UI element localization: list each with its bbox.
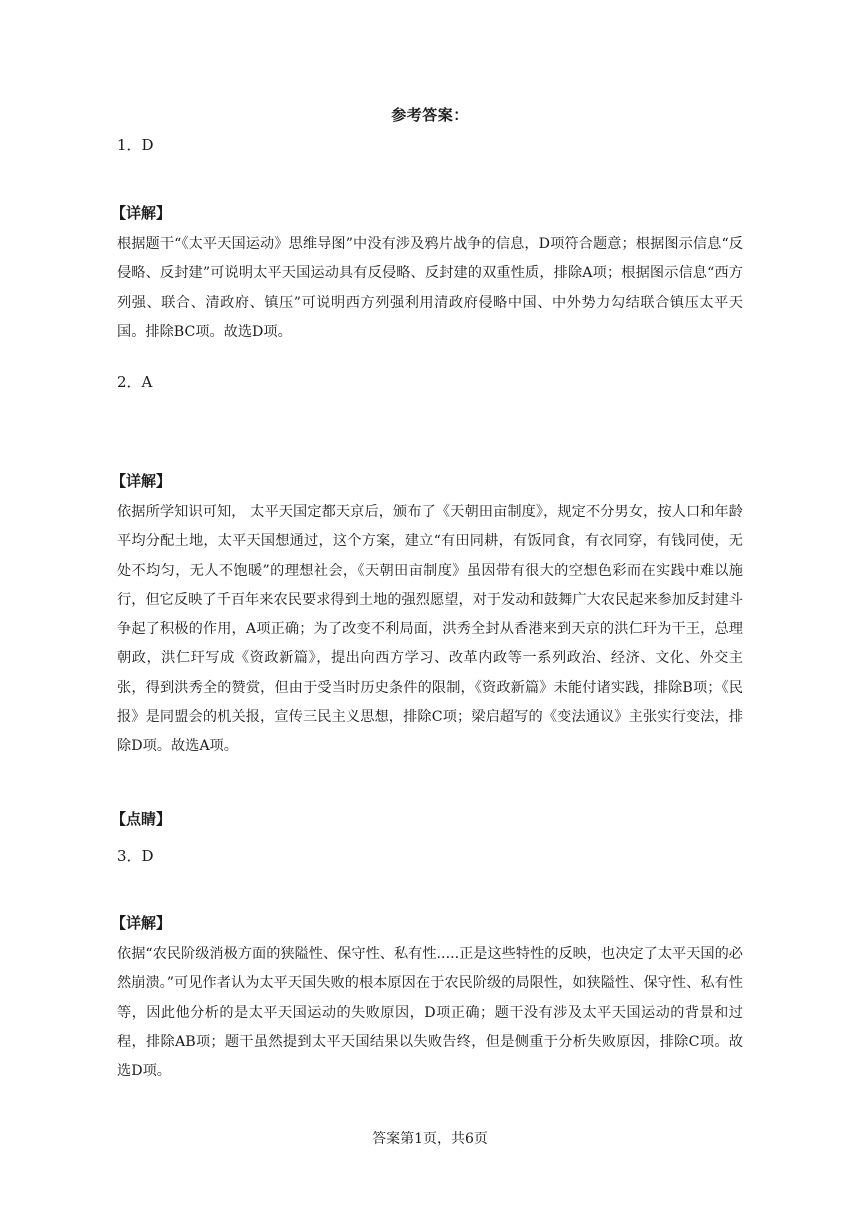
answer-1-detail-heading: 【详解】 — [111, 204, 172, 222]
answer-2-detail-text: 依据所学知识可知， 太平天国定都天京后，颁布了《天朝田亩制度》，规定不分男女，按人口和年龄平均分配土地，太平天国想通过，这个方案，建立“有田同耕，有饭同食，有衣同穿，有钱同使，无处不均匀，无人不饱暖”的理想社会，《天朝田亩制度》虽因带有很大的空想色彩而在实践中难以施行，但它反映了千百年来农民要求得到土地的强烈愿望，对于发动和鼓舞广大农民起来参加反封建斗争起了积极的作用，A项正确；为了改变不利局面，洪秀全封从香港来到天京的洪仁玕为干王，总理朝政，洪仁玕写成《资政新篇》，提出向西方学习、改革内政等一系列政治、经济、文化、外交主张，得到洪秀全的赞赏，但由于受当时历史条件的限制，《资政新篇》未能付诸实践，排除B项；《民报》是同盟会的机关报，宣传三民主义思想，排除C项；梁启超写的《变法通议》主张实行变法，排除D项。故选A项。 — [117, 504, 743, 755]
answer-2-comment-heading: 【点睛】 — [111, 810, 172, 828]
answer-3-label: 3．D — [117, 847, 154, 865]
answer-3-detail-heading: 【详解】 — [111, 914, 172, 932]
answer-2-detail-heading: 【详解】 — [111, 472, 172, 490]
answer-2-label: 2．A — [117, 373, 153, 391]
page-footer: 答案第1页，共6页 — [372, 1131, 488, 1147]
page-title: 参考答案： — [391, 106, 469, 124]
answer-1-detail-text: 根据题干“《太平天国运动》思维导图”中没有涉及鸦片战争的信息，D项符合题意；根据图示信息“反侵略、反封建”可说明太平天国运动具有反侵略、反封建的双重性质，排除A项；根据图示信息“西方列强、联合、清政府、镇压”可说明西方列强利用清政府侵略中国、中外势力勾结联合镇压太平天国。排除BC项。故选D项。 — [117, 236, 743, 340]
answer-3-detail-text: 依据“农民阶级消极方面的狭隘性、保守性、私有性.....正是这些特性的反映，也决定了太平天国的必然崩溃。”可见作者认为太平天国失败的根本原因在于农民阶级的局限性，如狭隘性、保守性、私有性等，因此他分析的是太平天国运动的失败原因，D项正确；题干没有涉及太平天国运动的背景和过程，排除AB项；题干虽然提到太平天国结果以失败告终，但是侧重于分析失败原因，排除C项。故选D项。 — [117, 946, 743, 1080]
answer-1-label: 1．D — [117, 136, 154, 154]
